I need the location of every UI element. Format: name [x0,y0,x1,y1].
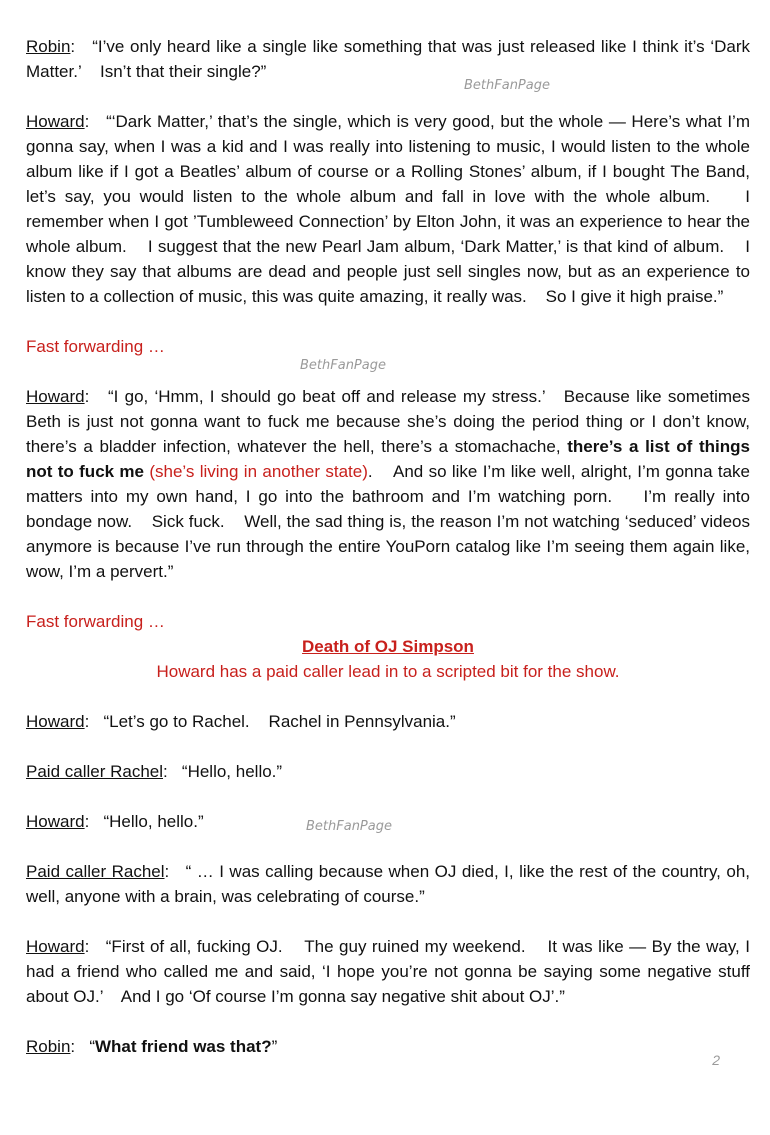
paragraph-howard-5 [26,934,755,1009]
dialogue-text: : “I go, ‘Hmm, I should go beat off and release my stress.’ Because like sometimes Beth is just not gonna want to fuck me because she’s doing the period thing or I don’t know, there’s a bladder infection, whatever the hell, there’s a stomachache, [26,387,755,456]
paragraph-robin-2 [26,1034,750,1059]
section-subheading: Howard has a paid caller lead in to a scripted bit for the show. [156,662,620,681]
dialogue-text: : “I’ve only heard like a single like something that was just released like I think it’s ‘Dark Matter.’ Isn’t that their single?” [26,37,755,81]
dialogue-text: : “Let’s go to Rachel. Rachel in Pennsylvania.” [84,712,456,731]
dialogue-text: : “‘Dark Matter,’ that’s the single, which is very good, but the whole — Here’s what I’m gonna say, when I was a kid and I was really into listening to music, I would listen to the whole album like if I got a Beatles’ album of course or a Rolling Stones’ album, if I bought The Band, let’s say, you would listen to the whole album and fall in love with the whole album. I remember when I got ’Tumbleweed Connection’ by Elton John, it was an experience to hear the whole album. I suggest that the new Pearl Jam album, ‘Dark Matter,’ is that kind of album. I know they say that albums are dead and people just sell singles now, but as an experience to listen to a collection of music, this was quite amazing, it really was. So I give it high praise.” [26,112,755,306]
paragraph-rachel-1 [26,759,750,784]
paragraph-rachel-2 [26,859,755,909]
speaker-label: Paid caller Rachel [26,862,165,881]
dialogue-text: ” [271,1037,278,1056]
speaker-label: Howard [26,712,85,731]
speaker-label: Robin [26,37,71,56]
speaker-label: Howard [26,112,85,131]
section-heading: Death of OJ Simpson [302,637,474,656]
page-number: 2 [712,1052,720,1068]
speaker-label: Paid caller Rachel [26,762,164,781]
paragraph-robin-1 [26,34,755,84]
paragraph-howard-2 [26,384,755,584]
dialogue-text: : “Hello, hello.” [84,812,204,831]
dialogue-text: : “ [70,1037,95,1056]
watermark: BethFanPage [300,358,386,373]
bold-phrase: there’s a list of things not to fuck me [26,437,755,481]
fast-forward-note: Fast forwarding … [26,337,165,356]
watermark: BethFanPage [306,819,392,834]
speaker-label: Robin [26,1037,71,1056]
paragraph-howard-1 [26,109,755,309]
fast-forward-note: Fast forwarding … [26,612,165,631]
speaker-label: Howard [26,387,85,406]
dialogue-text: : “Hello, hello.” [163,762,283,781]
paragraph-howard-3 [26,709,750,734]
speaker-label: Howard [26,812,85,831]
dialogue-text: . And so like I’m like well, alright, I’m gonna take matters into my own hand, I go into the bathroom and I’m watching porn. I’m really into bondage now. Sick fuck. Well, the sad thing is, the reason I’m not watching ‘seduced’ videos anymore is because I’ve run through the entire YouPorn catalog like I’m seeing them again like, wow, I’m a pervert.” [26,462,755,581]
dialogue-text: : “First of all, fucking OJ. The guy ruined my weekend. It was like — By the way, I had a friend who called me and said, ‘I hope you’re not gonna be saying some negative stuff about OJ.’ And I go ‘Of course I’m gonna say negative shit about OJ’.” [26,937,755,1006]
red-aside: (she’s living in another state) [144,462,368,481]
dialogue-text: : “ … I was calling because when OJ died, I, like the rest of the country, oh, well, anyone with a brain, was celebrating of course.” [26,862,755,906]
watermark: BethFanPage [464,78,550,93]
bold-phrase: What friend was that? [94,1037,272,1056]
transcript-page [26,34,755,1059]
speaker-label: Howard [26,937,85,956]
